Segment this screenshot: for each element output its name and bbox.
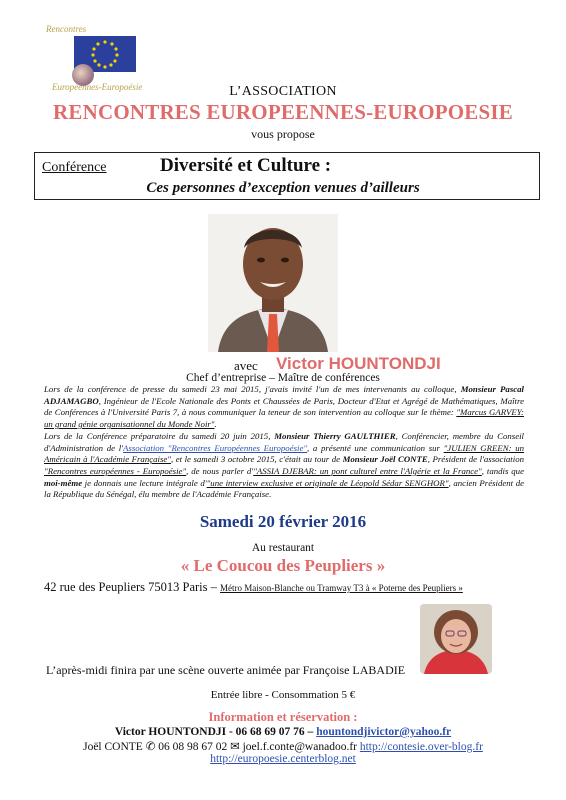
contact-victor-name: Victor HOUNTONDJI - 06 68 69 07 76 – bbox=[114, 726, 317, 738]
conference-title: Diversité et Culture : bbox=[160, 155, 332, 176]
info-title: Information et réservation : bbox=[208, 710, 358, 724]
desc-text: , Président de l'association bbox=[427, 454, 524, 465]
desc-theme: "ASSIA DJEBAR: un pont culturel entre l'Algérie et la France" bbox=[253, 465, 482, 476]
host-photo bbox=[420, 604, 492, 674]
entry-info: Entrée libre - Consommation 5 € bbox=[210, 689, 356, 701]
speaker-photo bbox=[208, 214, 338, 352]
speaker-avec: avec bbox=[234, 358, 258, 373]
contact-joel-name: Joël CONTE bbox=[83, 741, 143, 753]
desc-text: , tandis que bbox=[481, 465, 524, 476]
desc-text: , ancien Président de la République du Sénégal, élu membre de l'Académie Française. bbox=[44, 477, 524, 500]
association-label: L’ASSOCIATION bbox=[229, 84, 337, 99]
desc-text: , de nous parler d' bbox=[186, 465, 254, 476]
contact-victor bbox=[0, 726, 566, 738]
desc-theme: "Rencontres européennes - Europoésie" bbox=[44, 465, 187, 476]
phone-icon: ✆ bbox=[145, 741, 156, 753]
desc-association-link[interactable]: Association "Rencontres Européennes Europoésie" bbox=[123, 442, 308, 453]
desc-text: , et le samedi 3 octobre 2015, c'était au tour de bbox=[171, 454, 343, 465]
event-date: Samedi 20 février 2016 bbox=[199, 512, 367, 531]
desc-theme: "JULIEN GREEN: un Américain à l'Académie Française" bbox=[44, 442, 525, 465]
conference-label: Conférence bbox=[42, 160, 107, 175]
desc-theme: "une interview exclusive et originale de Léopold Sédar SENGHOR" bbox=[206, 477, 449, 488]
speaker-name: Victor HOUNTONDJI bbox=[276, 354, 441, 373]
description-text bbox=[44, 384, 524, 501]
europoesie-blog-link[interactable]: http://europoesie.centerblog.net bbox=[210, 753, 356, 765]
contact-joel-blog-link[interactable]: http://contesie.over-blog.fr bbox=[359, 741, 483, 753]
association-logo bbox=[46, 22, 146, 92]
address-street: 42 rue des Peupliers 75013 Paris bbox=[44, 580, 208, 594]
desc-text: , a présenté une communication sur bbox=[307, 442, 444, 453]
event-address bbox=[44, 580, 463, 595]
desc-text: . bbox=[214, 419, 217, 430]
logo-bottom-text: Européennes-Europoésie bbox=[52, 82, 143, 92]
desc-name: Monsieur Thierry GAULTHIER bbox=[274, 430, 396, 441]
contact-joel-phone: 06 08 98 67 02 bbox=[155, 741, 231, 753]
desc-text: je donnais une lecture intégrale d' bbox=[82, 477, 207, 488]
contact-joel bbox=[0, 739, 566, 753]
desc-theme: "Marcus GARVEY: un grand génie organisationnel du Monde Noir" bbox=[44, 407, 524, 430]
desc-emphasis: moi-même bbox=[44, 477, 83, 488]
contact-joel-email[interactable]: joel.f.conte@wanadoo.fr bbox=[239, 741, 357, 753]
event-venue-label: Au restaurant bbox=[251, 542, 315, 554]
contact-blog bbox=[0, 753, 566, 765]
desc-text: Lors de la Conférence préparatoire du samedi 20 juin 2015, bbox=[44, 430, 275, 441]
desc-text: , Conférencier, membre du Conseil d'Administration de l' bbox=[44, 430, 524, 453]
address-metro: Métro Maison-Blanche ou Tramway T3 à « Poterne des Peupliers » bbox=[220, 583, 463, 593]
logo-top-text: Rencontres bbox=[46, 24, 87, 34]
desc-name: Monsieur Joël CONTE bbox=[342, 454, 428, 465]
desc-name: Monsieur Pascal ADJAMAGBO bbox=[44, 384, 524, 406]
closing-text: L’après-midi finira par une scène ouverte animée par Françoise LABADIE bbox=[46, 663, 406, 677]
propose-text: vous propose bbox=[251, 127, 315, 141]
address-dash: – bbox=[207, 580, 221, 594]
mail-icon: ✉ bbox=[230, 741, 240, 753]
contact-victor-email-link[interactable]: hountondjivictor@yahoo.fr bbox=[316, 726, 452, 738]
association-name: RENCONTRES EUROPEENNES-EUROPOESIE bbox=[53, 100, 513, 124]
event-restaurant: « Le Coucou des Peupliers » bbox=[180, 556, 386, 575]
conference-subtitle: Ces personnes d’exception venues d’ailleurs bbox=[146, 180, 420, 196]
desc-text: , Ingénieur de l'Ecole Nationale des Ponts et Chaussées de Paris, Docteur d'Etat et Agrégé de Mathématiques, Maître de Conférences à l'Université Paris 7, à nous communiquer la teneur de son intervention au colloque sur le thème: bbox=[44, 395, 524, 418]
speaker-role: Chef d’entreprise – Maître de conférences bbox=[186, 372, 380, 384]
desc-text: Lors de la conférence de presse du samedi 23 mai 2015, j'avais invité l'un de mes intervenants au colloque, bbox=[44, 384, 461, 394]
